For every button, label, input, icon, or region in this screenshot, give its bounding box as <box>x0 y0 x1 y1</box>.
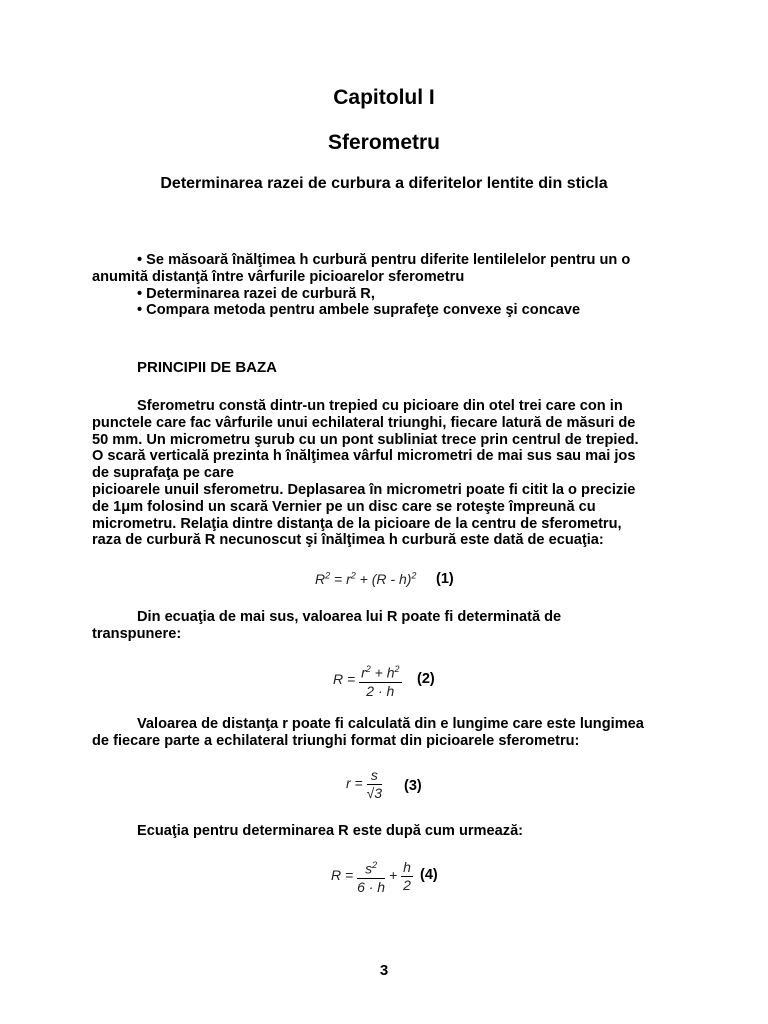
objective-item: • Se măsoară înălţimea h curbură pentru diferite lentilelelor pentru un o <box>137 252 631 268</box>
objective-item: • Determinarea razei de curbură R, <box>137 285 375 302</box>
text-line: de suprafaţa pe care <box>92 465 234 482</box>
text-line: Ecuaţia pentru determinarea R este după cum urmează: <box>137 823 524 839</box>
equation-4-number: (4) <box>420 867 438 883</box>
section-heading: PRINCIPII DE BAZA <box>137 359 278 376</box>
paragraph-transposition <box>92 609 682 643</box>
objective-item-continued: anumită distanţă între vârfurile picioarelor sferometru <box>92 268 465 285</box>
page-number: 3 <box>379 962 389 979</box>
text-line: picioarele unuil sferometru. Deplasarea în micrometri poate fi citit la o precizie <box>92 481 636 498</box>
text-line: Valoarea de distanţa r poate fi calculată din e lungime care este lungimea <box>137 716 644 732</box>
paragraph-formula-intro <box>92 823 682 840</box>
text-line: micrometru. Relaţia dintre distanţa de la picioare de la centru de sferometru, <box>92 515 622 532</box>
equation-2-number: (2) <box>417 671 435 687</box>
text-line: raza de curbură R necunoscut şi înălţimea h curbură este dată de ecuaţia: <box>92 532 604 549</box>
equation-3-number: (3) <box>404 778 422 794</box>
text-line: 50 mm. Un micrometru şurub cu un pont subliniat trece prin centrul de trepied. <box>92 431 639 448</box>
page-title: Sferometru <box>327 131 441 154</box>
equation-3: r = $\frac{s}{√3}$ <box>346 767 383 801</box>
objective-item: • Compara metoda pentru ambele suprafeţe convexe şi concave <box>137 302 581 319</box>
equation-1: $R^2 = r^2 + (R - h)^2$ <box>315 570 417 587</box>
paragraph-distance <box>92 716 682 750</box>
chapter-heading: Capitolul I <box>333 86 435 109</box>
text-line: punctele care fac vârfurile unui echilateral triunghi, fiecare latură de măsuri de <box>92 414 636 431</box>
text-line: transpunere: <box>92 625 182 642</box>
objectives-list <box>92 252 682 319</box>
text-line: Sferometru constă dintr-un trepied cu picioare din otel trei care con in <box>137 398 623 414</box>
paragraph-principle <box>92 398 682 549</box>
text-line: Din ecuaţia de mai sus, valoarea lui R poate fi determinată de <box>137 609 562 625</box>
text-line: de 1μm folosind un scară Vernier pe un disc care se roteşte împreună cu <box>92 498 596 515</box>
text-line: O scară verticală prezinta h înălţimea vârful micrometri de mai sus sau mai jos <box>92 448 636 465</box>
text-line: de fiecare parte a echilateral triunghi format din picioarele sferometru: <box>92 732 580 749</box>
page-subtitle: Determinarea razei de curbura a diferitelor lentite din sticla <box>160 175 608 192</box>
equation-1-number: (1) <box>436 571 454 587</box>
equation-2: R = $\frac{r^2 + h^2}{2 \cdot h}$ <box>333 661 402 700</box>
equation-4: R = $\frac{s^2}{6 \cdot h}$ + $\frac{h}{2}$ <box>331 858 411 895</box>
